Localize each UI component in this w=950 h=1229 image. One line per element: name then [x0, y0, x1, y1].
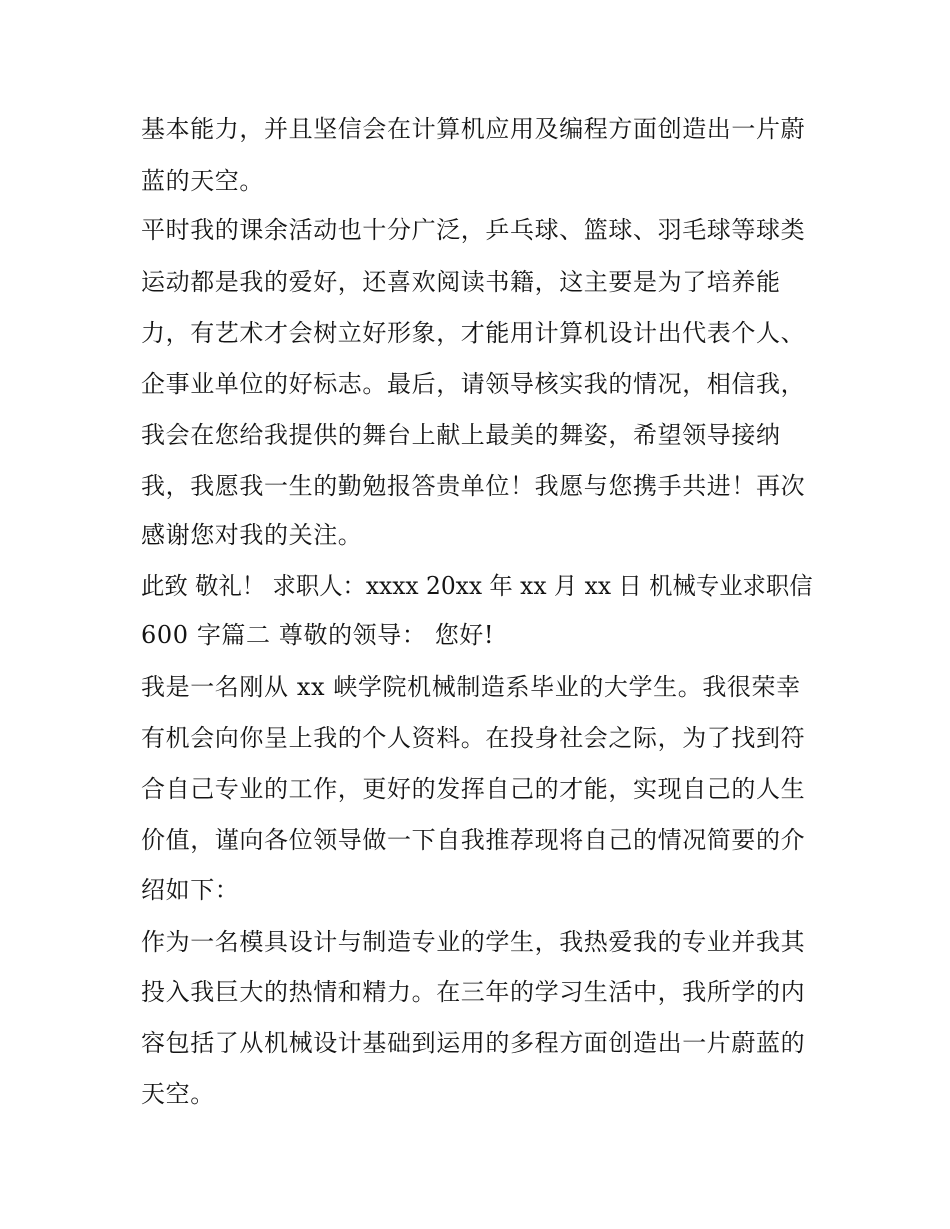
text-line: 基本能力，并且坚信会在计算机应用及编程方面创造出一片蔚 — [141, 115, 806, 143]
text-line: 作为一名模具设计与制造专业的学生，我热爱我的专业并我其 — [141, 928, 806, 956]
text-line: 企事业单位的好标志。最后，请领导核实我的情况，相信我， — [141, 370, 806, 398]
text-line: 我，我愿我一生的勤勉报答贵单位！我愿与您携手共进！再次 — [141, 472, 806, 500]
text-line: 我会在您给我提供的舞台上献上最美的舞姿，希望领导接纳 — [141, 421, 781, 449]
text-line: 天空。 — [141, 1080, 215, 1108]
text-line: 绍如下： — [141, 876, 240, 904]
text-line: 我是一名刚从 xx 峡学院机械制造系毕业的大学生。我很荣幸 — [141, 673, 801, 701]
text-line: 蓝的天空。 — [141, 167, 264, 195]
text-line: 投入我巨大的热情和精力。在三年的学习生活中，我所学的内 — [141, 978, 806, 1006]
text-line: 有机会向你呈上我的个人资料。在投身社会之际，为了找到符 — [141, 724, 806, 752]
text-line: 价值，谨向各位领导做一下自我推荐现将自己的情况简要的介 — [141, 826, 806, 854]
text-line: 容包括了从机械设计基础到运用的多程方面创造出一片蔚蓝的 — [141, 1029, 806, 1057]
text-line: 600 字篇二 尊敬的领导： 您好! — [141, 621, 495, 649]
text-line: 力，有艺术才会树立好形象，才能用计算机设计出代表个人、 — [141, 319, 806, 347]
text-line: 平时我的课余活动也十分广泛，乒乓球、篮球、羽毛球等球类 — [141, 216, 806, 244]
text-line: 运动都是我的爱好，还喜欢阅读书籍，这主要是为了培养能 — [141, 268, 781, 296]
text-line: 感谢您对我的关注。 — [141, 521, 363, 549]
text-line: 合自己专业的工作，更好的发挥自己的才能，实现自己的人生 — [141, 775, 806, 803]
text-line: 此致 敬礼！ 求职人：xxxx 20xx 年 xx 月 xx 日 机械专业求职信 — [141, 572, 813, 600]
